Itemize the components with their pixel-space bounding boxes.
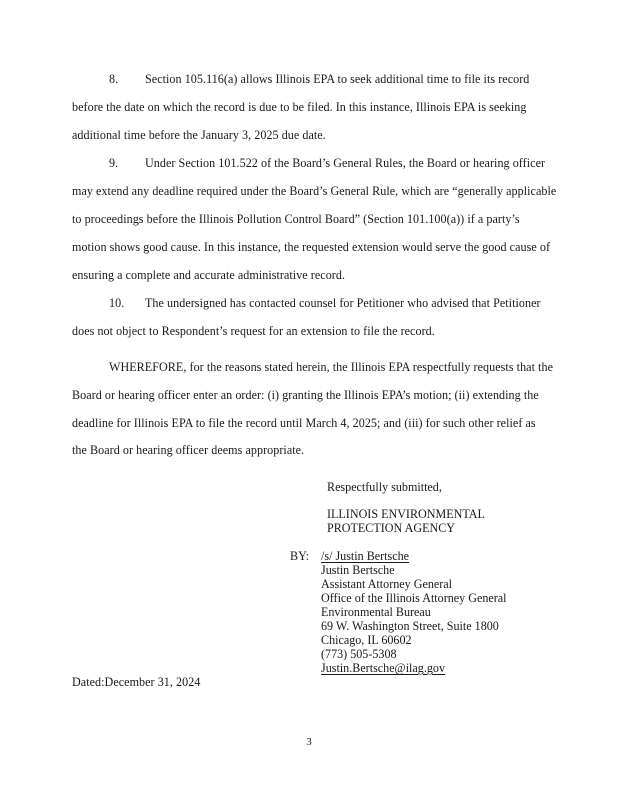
paragraph-8-line-2: before the date on which the record is due to be filed. In this instance, Illinois EPA is seeking	[72, 100, 527, 114]
wherefore-line-3: deadline for Illinois EPA to file the record until March 4, 2025; and (iii) for such other relief as	[72, 416, 536, 430]
page-number: 3	[306, 736, 312, 748]
signer-street: 69 W. Washington Street, Suite 1800	[321, 619, 499, 633]
closing: Respectfully submitted,	[327, 480, 442, 494]
paragraph-10-line-2: does not object to Respondent’s request for an extension to file the record.	[72, 324, 435, 338]
signer-bureau: Environmental Bureau	[321, 605, 431, 619]
signer-title: Assistant Attorney General	[321, 577, 452, 591]
paragraph-9-line-4: motion shows good cause. In this instance, the requested extension would serve the good cause of	[72, 240, 551, 254]
wherefore-line-4: the Board or hearing officer deems appropriate.	[72, 443, 305, 457]
signer-office: Office of the Illinois Attorney General	[321, 591, 507, 605]
paragraph-9-line-1: 9. Under Section 101.522 of the Board’s General Rules, the Board or hearing officer	[109, 156, 546, 170]
paragraph-number: 9.	[109, 156, 119, 170]
paragraph-8-line-3: additional time before the January 3, 2025 due date.	[72, 128, 326, 142]
signer-email-link[interactable]: Justin.Bertsche@ilag.gov	[321, 661, 445, 675]
paragraph-9-line-3: to proceedings before the Illinois Pollution Control Board” (Section 101.100(a)) if a party’s	[72, 212, 520, 226]
signer-name: Justin Bertsche	[321, 563, 395, 577]
paragraph-9-line-5: ensuring a complete and accurate administrative record.	[72, 268, 346, 282]
paragraph-8-line-1: 8. Section 105.116(a) allows Illinois EPA to seek additional time to file its record	[109, 72, 530, 86]
agency-line-1: ILLINOIS ENVIRONMENTAL	[327, 507, 485, 521]
wherefore-line-1: WHEREFORE, for the reasons stated herein, the Illinois EPA respectfully requests that the	[109, 360, 553, 374]
paragraph-9-line-2: may extend any deadline required under the Board’s General Rule, which are “generally applicable	[72, 184, 557, 198]
electronic-signature: /s/ Justin Bertsche	[321, 549, 410, 563]
wherefore-line-2: Board or hearing officer enter an order: (i) granting the Illinois EPA’s motion; (ii) extending the	[72, 388, 539, 402]
signer-city: Chicago, IL 60602	[321, 633, 412, 647]
signer-phone: (773) 505-5308	[321, 647, 397, 661]
paragraph-number: 10.	[109, 296, 125, 310]
dated-line	[72, 675, 200, 689]
paragraph-10-line-1: 10. The undersigned has contacted counsel for Petitioner who advised that Petitioner	[109, 296, 541, 310]
dated-value: December 31, 2024	[104, 675, 201, 689]
agency-line-2: PROTECTION AGENCY	[327, 521, 455, 535]
dated-label: Dated:	[72, 675, 105, 689]
by-label: BY:	[290, 549, 310, 563]
paragraph-number: 8.	[109, 72, 119, 86]
